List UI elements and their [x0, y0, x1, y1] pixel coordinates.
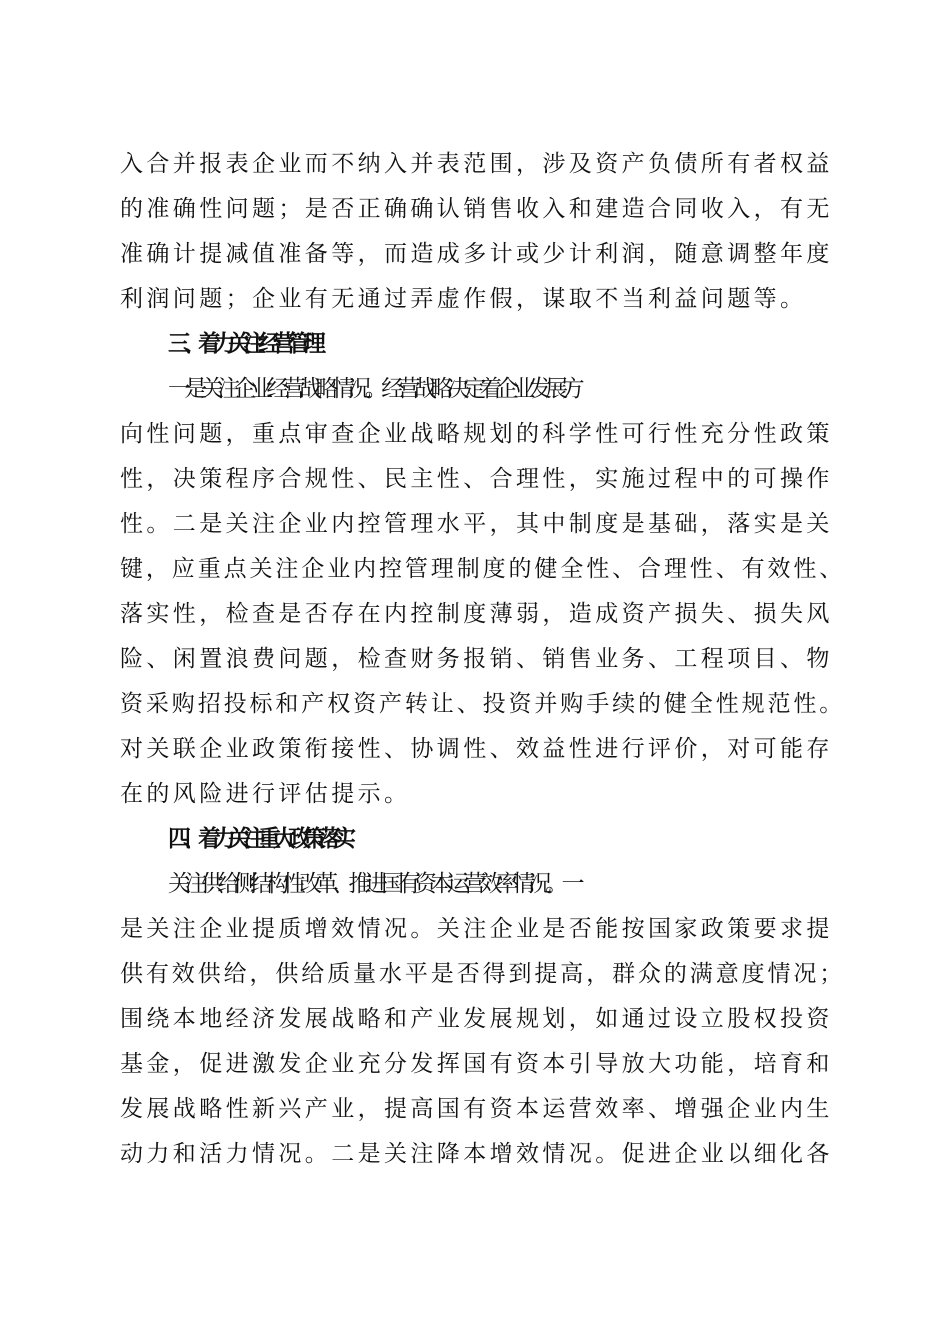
paragraph-line: 关注供给侧结构性改革、推进国有资本运营效率情况。一	[168, 871, 579, 897]
paragraph-line: 资采购招投标和产权资产转让、投资并购手续的健全性规范性。	[120, 691, 846, 717]
paragraph-line: 围绕本地经济发展战略和产业发展规划，如通过设立股权投资	[120, 1006, 833, 1032]
paragraph-line: 是关注企业提质增效情况。关注企业是否能按国家政策要求提	[120, 916, 833, 942]
paragraph-line: 险、闲置浪费问题，检查财务报销、销售业务、工程项目、物	[120, 646, 833, 672]
paragraph-line: 的准确性问题；是否正确确认销售收入和建造合同收入，有无	[120, 196, 833, 222]
paragraph-line: 利润问题；企业有无通过弄虚作假，谋取不当利益问题等。	[120, 286, 807, 312]
paragraph-line: 在的风险进行评估提示。	[120, 781, 411, 807]
paragraph-line: 对关联企业政策衔接性、协调性、效益性进行评价，对可能存	[120, 736, 833, 762]
paragraph-line: 准确计提减值准备等，而造成多计或少计利润，随意调整年度	[120, 241, 833, 267]
paragraph-line: 动力和活力情况。二是关注降本增效情况。促进企业以细化各	[120, 1141, 833, 1167]
paragraph-line: 基金，促进激发企业充分发挥国有资本引导放大功能，培育和	[120, 1051, 833, 1077]
paragraph-line: 一是关注企业经营战略情况。经营战略决定着企业发展方	[168, 376, 579, 402]
section-heading-3: 三、着力关注经营管理	[168, 331, 318, 357]
paragraph-line: 入合并报表企业而不纳入并表范围，涉及资产负债所有者权益	[120, 151, 833, 177]
paragraph-line: 供有效供给，供给质量水平是否得到提高，群众的满意度情况；	[120, 961, 846, 987]
paragraph-line: 落实性，检查是否存在内控制度薄弱，造成资产损失、损失风	[120, 601, 833, 627]
paragraph-line: 性，决策程序合规性、民主性、合理性，实施过程中的可操作	[120, 466, 833, 492]
paragraph-line: 发展战略性新兴产业，提高国有资本运营效率、增强企业内生	[120, 1096, 833, 1122]
paragraph-line: 键，应重点关注企业内控管理制度的健全性、合理性、有效性、	[120, 556, 846, 582]
paragraph-line: 向性问题，重点审查企业战略规划的科学性可行性充分性政策	[120, 421, 833, 447]
paragraph-line: 性。二是关注企业内控管理水平，其中制度是基础，落实是关	[120, 511, 833, 537]
section-heading-4: 四、着力关注重大政策落实	[168, 826, 348, 852]
